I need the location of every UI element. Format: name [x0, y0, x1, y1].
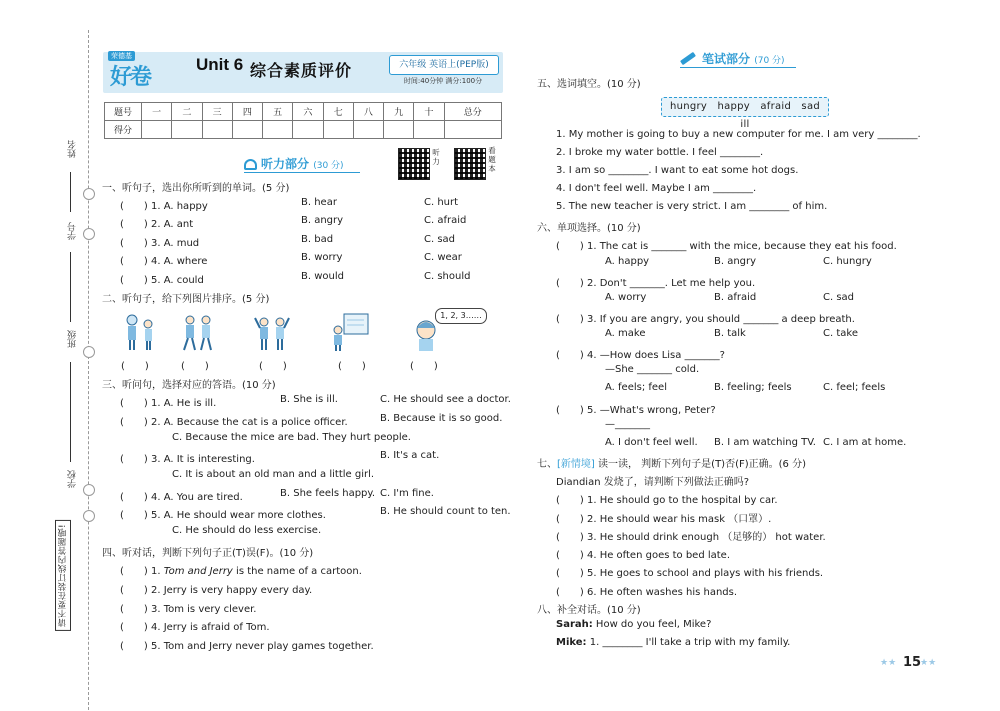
binding-hole — [83, 346, 95, 358]
score-table — [104, 102, 502, 139]
s6-question: ( ) 3. If you are angry, you should _______ a deep breath. — [556, 314, 855, 325]
s6-option: C. hungry — [823, 256, 872, 267]
logo-main-text: 好卷 — [110, 64, 151, 90]
s3-option: C. He should see a doctor. — [380, 394, 511, 405]
pen-icon — [680, 52, 696, 65]
score-cell: 总分 — [444, 103, 502, 121]
score-input-cell[interactable] — [232, 121, 262, 139]
kids-running-picture — [178, 312, 218, 352]
s5-item: 1. My mother is going to buy a new computer for me. I am very ________. — [556, 129, 921, 140]
page-title: 综合素质评价 — [250, 61, 353, 80]
logo-top-text: 荣德基 — [108, 51, 135, 61]
s1-option: B. worry — [301, 252, 343, 263]
section-7-heading: 七、[新情境] 读一读， 判断下列句子是(T)否(F)正确。(6 分) — [537, 459, 806, 470]
class-label: 班级 — [68, 330, 78, 348]
s4-item: ( ) 5. Tom and Jerry never play games together. — [120, 641, 374, 652]
section-underline — [244, 172, 360, 173]
unit-label: Unit 6 — [196, 55, 244, 74]
star-icon: ★★ — [920, 658, 937, 668]
s5-item: 2. I broke my water bottle. I feel ________. — [556, 147, 764, 158]
order-blank[interactable]: ( ) — [338, 361, 366, 372]
s3-option: C. I'm fine. — [380, 488, 434, 499]
s3-item: ( ) 3. A. It is interesting. — [120, 454, 255, 465]
section-4-heading: 四、听对话，判断下列句子正(T)误(F)。(10 分) — [102, 548, 314, 559]
s6-question: ( ) 4. —How does Lisa _______? — [556, 350, 725, 361]
score-cell: 三 — [202, 103, 232, 121]
s3-option: C. It is about an old man and a little girl. — [172, 469, 375, 480]
s6-question: ( ) 1. The cat is _______ with the mice, because they eat his food. — [556, 241, 897, 252]
s1-option: B. would — [301, 271, 344, 282]
score-cell: 四 — [232, 103, 262, 121]
s1-option: B. hear — [301, 197, 337, 208]
s5-item: 3. I am so ________. I want to eat some hot dogs. — [556, 165, 799, 176]
section-1-heading: 一、听句子，选出你所听到的单词。(5 分) — [102, 183, 290, 194]
score-table-header-row — [105, 103, 502, 121]
binding-hole — [83, 228, 95, 240]
s6-option: B. I am watching TV. — [714, 437, 816, 448]
score-input-cell[interactable] — [353, 121, 383, 139]
listening-section-title: 听力部分 (30 分) — [244, 155, 344, 172]
page-number: 15 — [903, 655, 922, 670]
binding-hole — [83, 484, 95, 496]
s1-item: ( ) 3. A. mud — [120, 238, 200, 249]
s5-item: 4. I don't feel well. Maybe I am ________. — [556, 183, 757, 194]
order-blank[interactable]: ( ) — [121, 361, 149, 372]
speech-bubble: 1, 2, 3…… — [435, 308, 487, 324]
section-3-heading: 三、听问句，选择对应的答语。(10 分) — [102, 380, 276, 391]
dialog-line-mike: Mike: 1. ________ I'll take a trip with my family. — [556, 637, 791, 648]
s7-item: ( ) 3. He should drink enough （足够的） hot water. — [556, 532, 826, 543]
s3-item: ( ) 4. A. You are tired. — [120, 492, 243, 503]
score-input-cell[interactable] — [444, 121, 502, 139]
s7-item: ( ) 6. He often washes his hands. — [556, 587, 738, 598]
s3-item: ( ) 5. A. He should wear more clothes. — [120, 510, 326, 521]
score-cell: 七 — [323, 103, 353, 121]
score-cell: 十 — [414, 103, 444, 121]
s1-option: C. afraid — [424, 215, 467, 226]
s3-option: B. He should count to ten. — [380, 506, 511, 517]
s3-option: B. Because it is so good. — [380, 413, 503, 424]
s6-option: C. sad — [823, 292, 855, 303]
speaker-mike: Mike: — [556, 637, 587, 648]
s1-option: C. should — [424, 271, 471, 282]
s7-item: ( ) 4. He often goes to bed late. — [556, 550, 731, 561]
s1-option: C. sad — [424, 234, 456, 245]
s1-option: B. angry — [301, 215, 344, 226]
s6-question: ( ) 2. Don't _______. Let me help you. — [556, 278, 756, 289]
s6-option: A. happy — [605, 256, 650, 267]
s6-question: ( ) 5. —What's wrong, Peter? — [556, 405, 716, 416]
brand-logo — [104, 50, 158, 94]
order-blank[interactable]: ( ) — [181, 361, 209, 372]
class-line — [70, 362, 71, 462]
score-cell: 九 — [384, 103, 414, 121]
s6-option: B. angry — [714, 256, 757, 267]
s6-option: A. feels; feel — [605, 382, 667, 393]
headphone-icon — [244, 159, 257, 170]
score-input-cell[interactable] — [172, 121, 202, 139]
writing-section-title: 笔试部分 (70 分) — [680, 50, 785, 67]
s6-option: B. feeling; feels — [714, 382, 792, 393]
binding-hole — [83, 510, 95, 522]
binding-hole — [83, 188, 95, 200]
score-cell: 一 — [142, 103, 172, 121]
score-table-score-row — [105, 121, 502, 139]
section-2-heading: 二、听句子，给下列图片排序。(5 分) — [102, 294, 270, 305]
s4-item: ( ) 1. Tom and Jerry is the name of a cartoon. — [120, 566, 362, 577]
speaker-sarah: Sarah: — [556, 619, 593, 630]
score-cell: 题号 — [105, 103, 142, 121]
binding-note: 请不要在装订线内答题哦! — [55, 520, 71, 631]
score-input-cell[interactable] — [142, 121, 172, 139]
s6-option: B. afraid — [714, 292, 757, 303]
s1-item: ( ) 2. A. ant — [120, 219, 194, 230]
qr2-label: 看题本 — [488, 146, 496, 173]
s6-question-line: —_______ — [605, 419, 650, 430]
student-no-label: 学号 — [68, 222, 78, 240]
qr1-label: 听力 — [432, 148, 440, 166]
binding-margin — [0, 0, 96, 711]
kids-cheering-picture — [252, 312, 292, 352]
order-blank[interactable]: ( ) — [410, 361, 438, 372]
student-no-line — [70, 252, 71, 322]
score-cell: 五 — [263, 103, 293, 121]
s6-option: A. worry — [605, 292, 647, 303]
grade-badge: 六年级 英语上(PEP版) — [389, 55, 499, 75]
word-bank: hungry happy afraid sad ill — [661, 97, 829, 117]
section-underline — [680, 67, 796, 68]
s3-option: B. She is ill. — [280, 394, 338, 405]
s3-option: B. It's a cat. — [380, 450, 440, 461]
s5-item: 5. The new teacher is very strict. I am ________ of him. — [556, 201, 828, 212]
s6-option: A. I don't feel well. — [605, 437, 698, 448]
score-input-cell[interactable] — [263, 121, 293, 139]
s3-item: ( ) 2. A. Because the cat is a police officer. — [120, 417, 348, 428]
s4-item: ( ) 3. Tom is very clever. — [120, 604, 257, 615]
s1-item: ( ) 4. A. where — [120, 256, 208, 267]
qr-code-icon[interactable] — [454, 148, 486, 180]
s1-item: ( ) 1. A. happy — [120, 201, 208, 212]
s6-option: A. make — [605, 328, 646, 339]
score-input-cell[interactable] — [414, 121, 444, 139]
name-label: 姓名 — [68, 140, 78, 158]
star-icon: ★★ — [880, 658, 897, 668]
score-input-cell[interactable] — [293, 121, 323, 139]
s3-option: C. Because the mice are bad. They hurt people. — [172, 432, 411, 443]
s7-item: ( ) 5. He goes to school and plays with his friends. — [556, 568, 824, 579]
s6-option: C. I am at home. — [823, 437, 907, 448]
new-context-tag: [新情境] — [557, 459, 595, 470]
qr-code-icon[interactable] — [398, 148, 430, 180]
s1-option: C. hurt — [424, 197, 459, 208]
kids-talking-picture — [120, 312, 160, 352]
score-input-cell[interactable] — [323, 121, 353, 139]
s1-item: ( ) 5. A. could — [120, 275, 204, 286]
score-input-cell[interactable] — [202, 121, 232, 139]
score-label-cell: 得分 — [105, 121, 142, 139]
dialog-line-sarah: Sarah: How do you feel, Mike? — [556, 619, 712, 630]
school-label: 学校 — [68, 470, 78, 488]
name-line — [70, 172, 71, 212]
binding-dotted-line — [88, 30, 89, 710]
s1-option: B. bad — [301, 234, 334, 245]
order-blank[interactable]: ( ) — [259, 361, 287, 372]
s4-item: ( ) 4. Jerry is afraid of Tom. — [120, 622, 270, 633]
s3-item: ( ) 1. A. He is ill. — [120, 398, 217, 409]
section-8-heading: 八、补全对话。(10 分) — [537, 605, 641, 616]
s3-option: B. She feels happy. — [280, 488, 376, 499]
s6-question-line: —She _______ cold. — [605, 364, 700, 375]
score-input-cell[interactable] — [384, 121, 414, 139]
s4-item: ( ) 2. Jerry is very happy every day. — [120, 585, 313, 596]
section-5-heading: 五、选词填空。(10 分) — [537, 79, 641, 90]
s7-item: ( ) 1. He should go to the hospital by car. — [556, 495, 778, 506]
classroom-board-picture — [330, 312, 370, 352]
score-cell: 八 — [353, 103, 383, 121]
score-cell: 六 — [293, 103, 323, 121]
s1-option: C. wear — [424, 252, 462, 263]
section-6-heading: 六、单项选择。(10 分) — [537, 223, 641, 234]
s7-intro: Diandian 发烧了，请判断下列做法正确吗? — [556, 477, 750, 488]
score-cell: 二 — [172, 103, 202, 121]
time-info: 时间:40分钟 满分:100分 — [403, 77, 483, 85]
s3-option: C. He should do less exercise. — [172, 525, 322, 536]
s7-item: ( ) 2. He should wear his mask （口罩）. — [556, 514, 772, 525]
s6-option: B. talk — [714, 328, 746, 339]
s6-option: C. take — [823, 328, 858, 339]
s6-option: C. feel; feels — [823, 382, 886, 393]
